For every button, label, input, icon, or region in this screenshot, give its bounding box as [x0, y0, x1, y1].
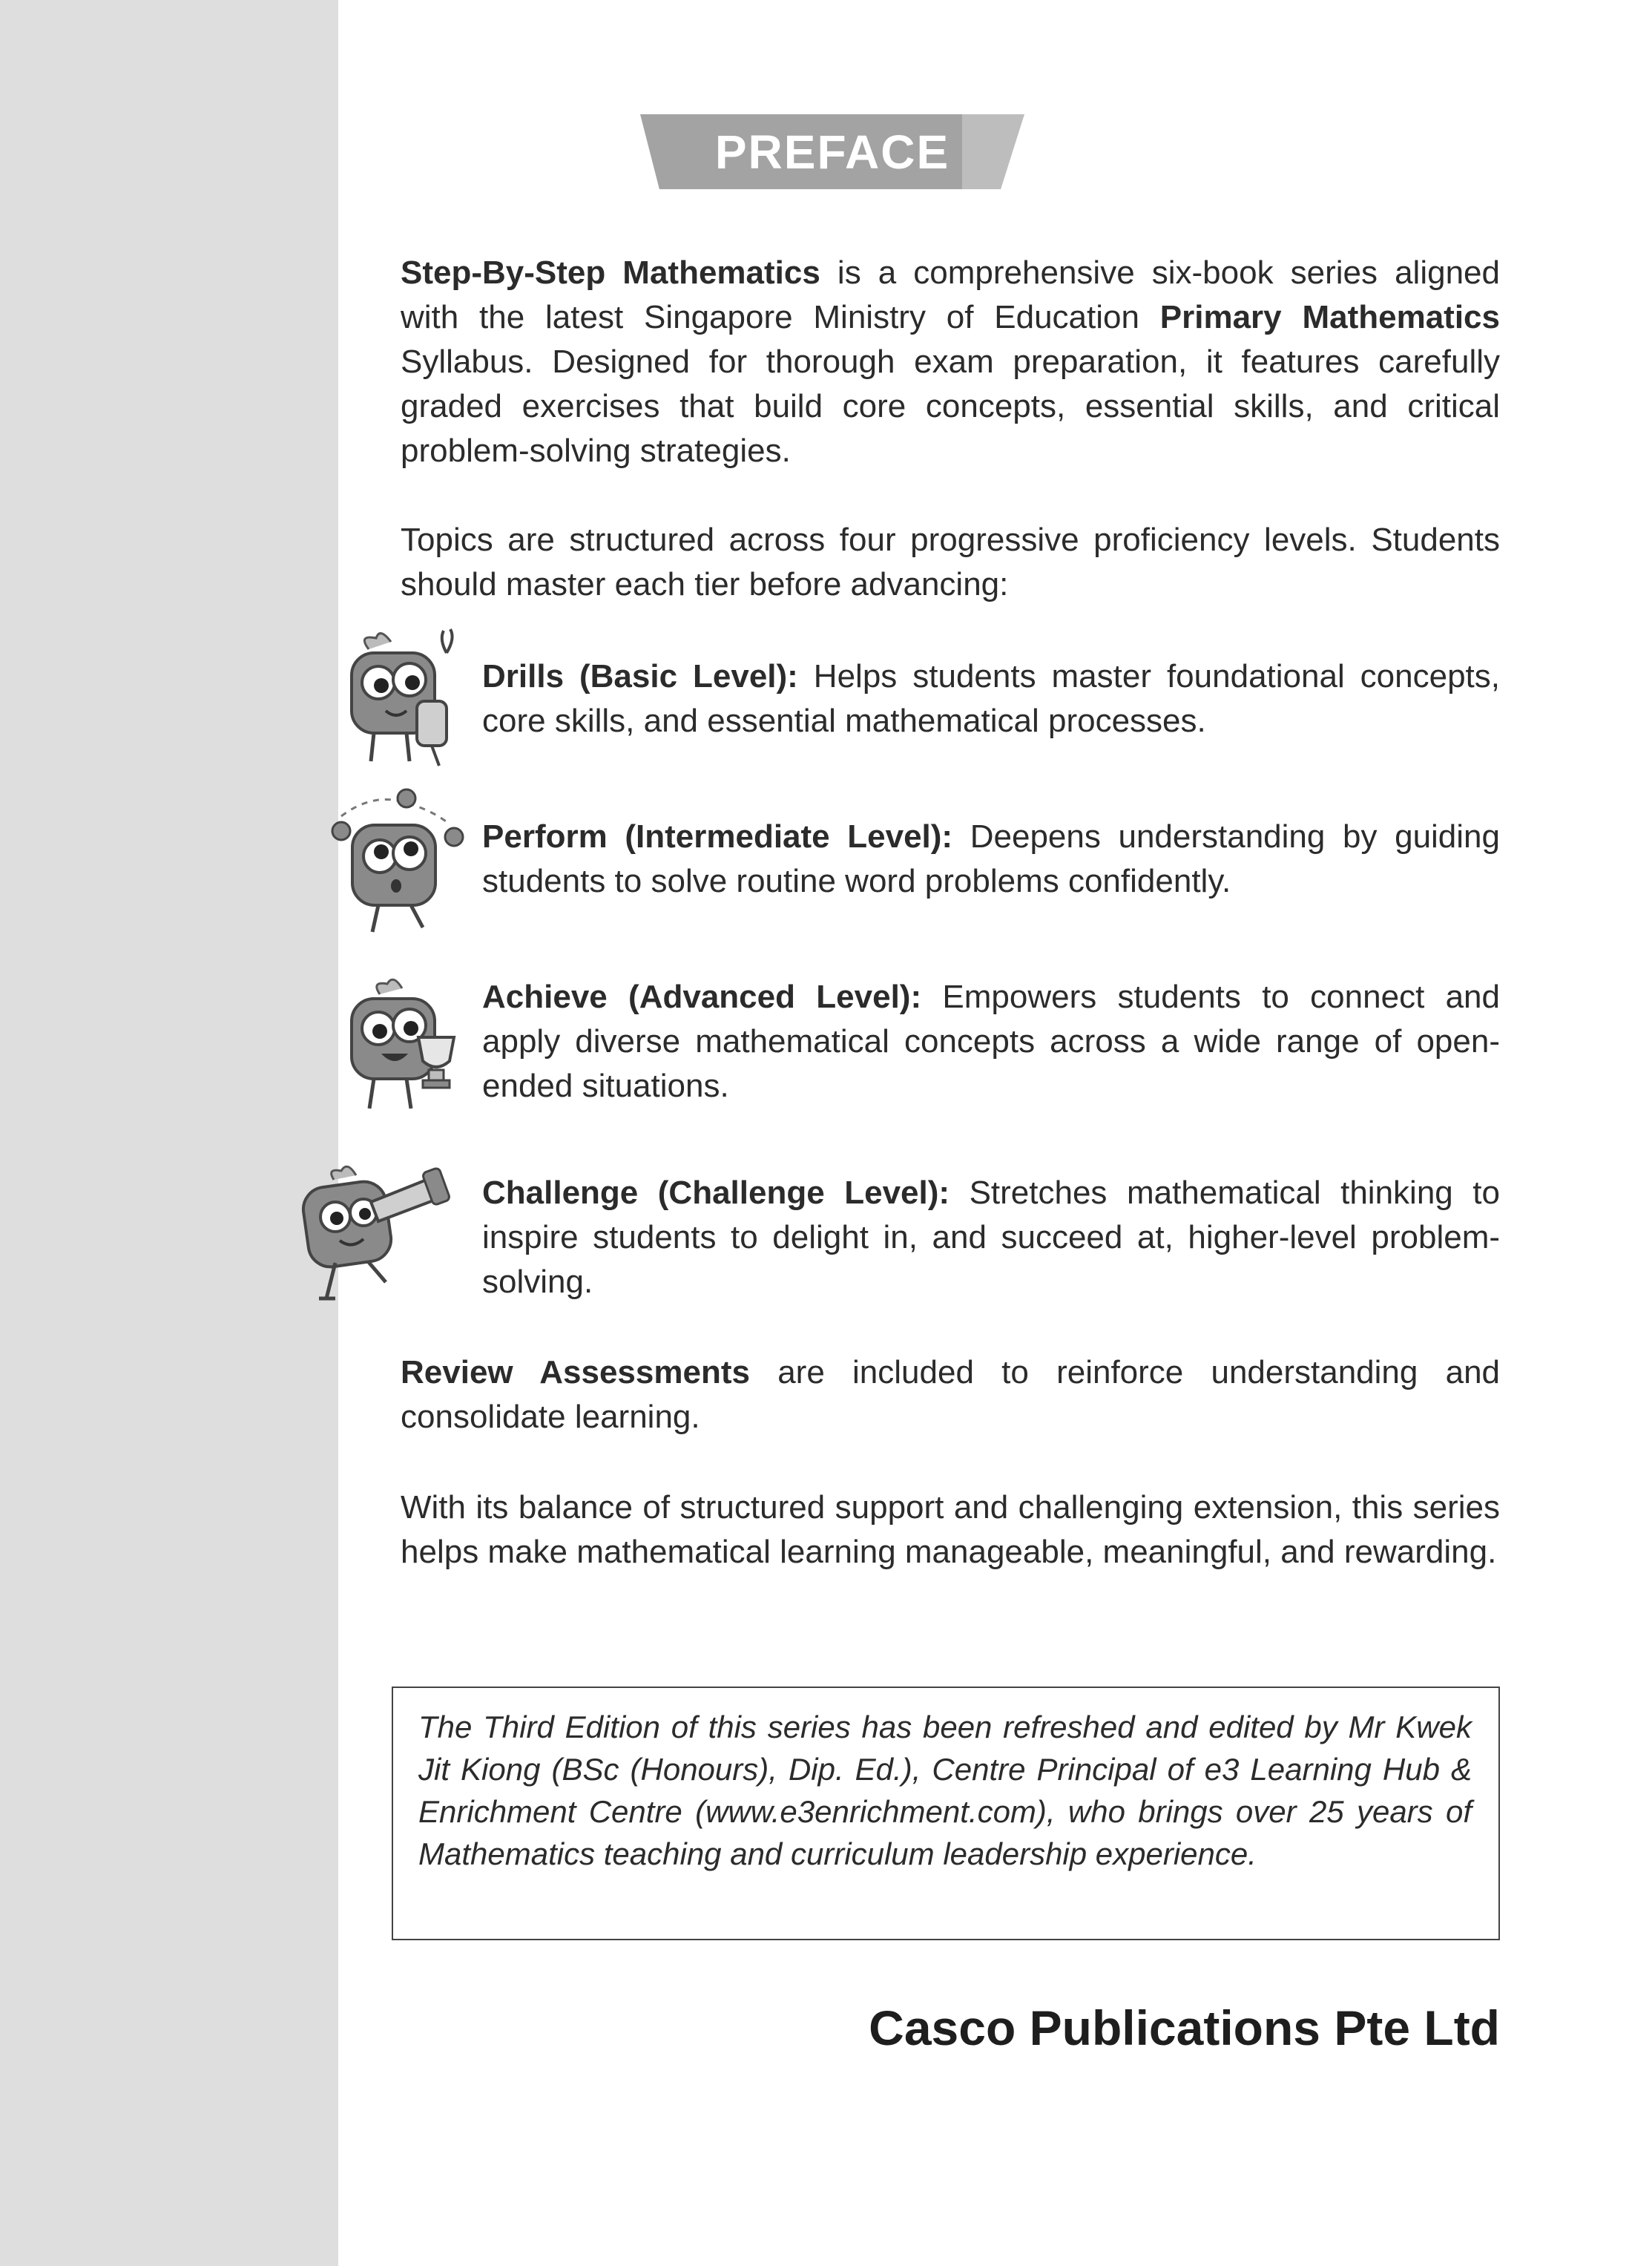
- level-challenge-description: Stretches mathematical thinking to inspire students to delight in, and succeed at, higher-level problem-solving.: [482, 1175, 1500, 1300]
- level-challenge-name: Challenge (Challenge Level):: [482, 1175, 950, 1211]
- intro-paragraph: [401, 251, 1500, 473]
- review-name: Review Assessments: [401, 1354, 750, 1390]
- series-name: Step-By-Step Mathematics: [401, 254, 820, 291]
- side-strip: [0, 0, 338, 2266]
- review-text: are included to reinforce understanding and consolidate learning.: [401, 1354, 1501, 1435]
- mascot-juggling-icon: [319, 786, 475, 935]
- closing-paragraph: With its balance of structured support and challenging extension, this series helps make mathematical learning manageable, meaningful, and rewarding.: [401, 1489, 1500, 1570]
- preface-banner: [640, 114, 1024, 189]
- level-drills-description: Helps students master foundational concepts, core skills, and essential mathematical processes.: [482, 658, 1501, 739]
- level-perform-name: Perform (Intermediate Level):: [482, 818, 953, 855]
- review-paragraph: [401, 1350, 1500, 1439]
- mascot-trophy-icon: [335, 972, 491, 1120]
- page-title: PREFACE: [714, 125, 950, 179]
- topics-intro-paragraph: Topics are structured across four progressive proficiency levels. Students should master each tier before advancing:: [401, 522, 1500, 602]
- level-perform: [482, 815, 1500, 904]
- intro-text-2: Syllabus. Designed for thorough exam preparation, it features carefully graded exercises that build core concepts, essential skills, and critical problem-solving strategies.: [401, 344, 1500, 469]
- level-achieve-name: Achieve (Advanced Level):: [482, 979, 922, 1015]
- level-achieve-description: Empowers students to connect and apply diverse mathematical concepts across a wide range of open-ended situations.: [482, 979, 1501, 1104]
- intro-text-1: is a comprehensive six-book series aligned with the latest Singapore Ministry of Education: [401, 254, 1500, 335]
- level-perform-description: Deepens understanding by guiding students to solve routine word problems confidently.: [482, 818, 1500, 899]
- publisher-name: Casco Publications Pte Ltd: [869, 2000, 1500, 2055]
- level-drills-name: Drills (Basic Level):: [482, 658, 798, 694]
- edition-note-box: [392, 1687, 1500, 1940]
- mascot-telescope-icon: [297, 1157, 453, 1306]
- syllabus-name: Primary Mathematics: [1159, 299, 1500, 335]
- level-achieve: [482, 975, 1500, 1109]
- edition-note: The Third Edition of this series has been refreshed and edited by Mr Kwek Jit Kiong (BSc (Honours), Dip. Ed.), Centre Principal of e3 Learning Hub & Enrichment Centre (www.e3enrichment.com), who brings over 25 years of Mathematics teaching and curriculum leadership experience.: [418, 1710, 1472, 1871]
- level-drills: [482, 654, 1500, 743]
- mascot-drill-icon: [335, 623, 491, 772]
- level-challenge: [482, 1171, 1500, 1304]
